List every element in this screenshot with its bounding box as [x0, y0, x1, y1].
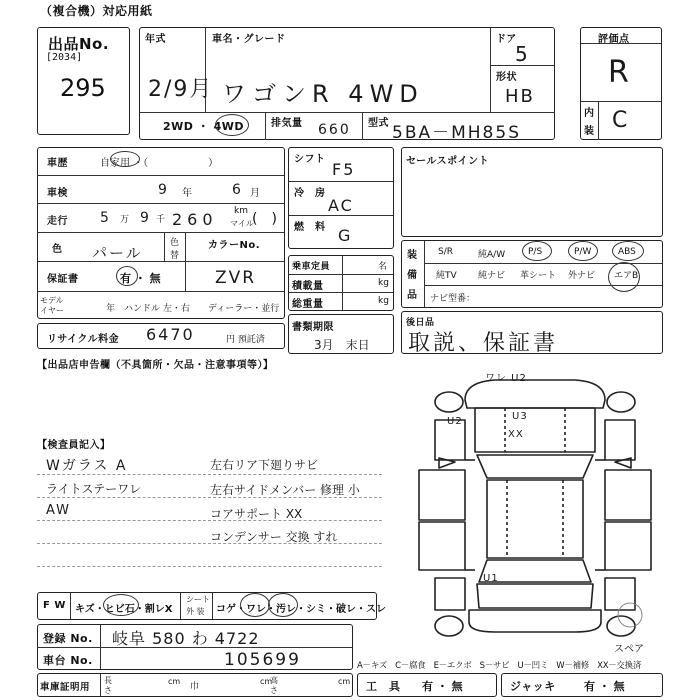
recycle-unit: 円 預託済: [226, 335, 265, 345]
fw-defects: キズ・ヒビ石・割レX: [75, 604, 173, 615]
height-label-2: さ: [270, 686, 278, 695]
equip-leather-seat: 革シート: [520, 271, 557, 281]
interior-label-1: 内: [584, 108, 595, 119]
model-year-label-1: モデル: [40, 296, 64, 305]
color-no-value: ZVR: [215, 268, 257, 288]
equip-pw-circle: [568, 241, 598, 261]
lot-number: 295: [60, 74, 106, 102]
post-docs-label: 後日品: [406, 318, 435, 328]
weight-label: 総重量: [292, 299, 324, 310]
seat-label-2: 外 装: [186, 607, 205, 616]
fuel-label: 燃 料: [294, 222, 326, 233]
inspector-right-line-4: コンデンサー 交換 すれ: [210, 530, 338, 544]
ac-value: AC: [328, 196, 354, 215]
fuel-value: G: [338, 226, 353, 245]
model-label: 型式: [368, 118, 389, 129]
height-label-1: 高: [270, 676, 278, 685]
length-label-2: さ: [104, 686, 112, 695]
color-change-1: 色: [170, 238, 180, 248]
shift-label: シフト: [294, 154, 326, 165]
load-label: 積載量: [292, 281, 324, 292]
post-docs-value: 取説、保証書: [408, 331, 559, 356]
equip-genuine-navi: 純ナビ: [478, 271, 506, 281]
equipment-label-3: 品: [407, 290, 418, 301]
model-year-unit: 年: [106, 304, 116, 314]
lot-label: 出品No.: [48, 35, 110, 53]
load-unit: kg: [378, 278, 389, 288]
history-label: 車歴: [47, 158, 68, 169]
inspection-label: 車検: [47, 188, 68, 199]
year-value: 2/9月: [148, 77, 214, 102]
mileage-unit-km: km: [234, 206, 248, 216]
seat-crack-circle: [240, 593, 270, 617]
mileage-unit-sen: 千: [156, 215, 166, 225]
equip-genuine-tv: 純TV: [436, 271, 457, 281]
form-title: （複合機）対応用紙: [40, 4, 153, 18]
mileage-unit-man: 万: [120, 215, 130, 225]
color-change-2: 替: [170, 251, 180, 261]
spare-label: スペア: [614, 644, 644, 655]
drive-label: 2WD ・ 4WD: [163, 120, 244, 133]
recycle-value: 6470: [146, 325, 195, 344]
weight-unit: kg: [378, 296, 389, 306]
inspector-left-line-1: Wガラス A: [46, 458, 128, 474]
registration-value: 岐阜 580 わ 4722: [112, 629, 260, 648]
equip-sr: S/R: [438, 247, 453, 257]
equip-abs: ABS: [618, 247, 636, 257]
diagram-mark-u2-left: U2: [447, 416, 463, 427]
equip-pw: P/W: [574, 247, 592, 257]
passengers-unit: 名: [378, 262, 388, 272]
car-body-diagram: [405, 360, 665, 650]
chassis-value: 105699: [224, 650, 301, 670]
tools-options: 有 ・ 無: [422, 680, 463, 693]
equip-airbag-circle: [608, 262, 640, 292]
document-period-label: 書類期限: [292, 322, 334, 333]
interior-value: C: [612, 108, 630, 133]
score-value: R: [608, 55, 631, 90]
diagram-mark-u1: U1: [483, 573, 499, 584]
inspection-month: 6: [232, 182, 243, 198]
color-label: 色: [52, 244, 63, 255]
recycle-label: リサイクル料金: [47, 334, 120, 345]
inspector-label: 【検査員記入】: [37, 440, 111, 451]
navi-model-label: ナビ型番：: [430, 294, 476, 304]
length-unit: cm: [168, 677, 181, 686]
seat-defects: コゲ・ワレ・汚レ・シミ・破レ・スレ: [216, 604, 386, 615]
width-label: 巾: [190, 682, 200, 692]
fw-label: F W: [43, 600, 66, 611]
height-unit: cm: [338, 677, 351, 686]
width-unit: cm: [260, 677, 273, 686]
ac-label: 冷 房: [294, 188, 326, 199]
diagram-mark-xx: XX: [508, 429, 524, 440]
warranty-yes-circle: [116, 266, 138, 286]
lot-sub-number: [2034]: [46, 52, 83, 63]
inspection-year: 9: [158, 182, 169, 198]
jack-label: ジャッキ: [510, 680, 556, 693]
warranty-label: 保証書: [47, 274, 79, 285]
equip-ps: P/S: [528, 247, 543, 257]
fw-chip-circle: [103, 594, 139, 616]
color-no-label: カラーNo.: [208, 240, 261, 251]
equipment-label-1: 装: [407, 250, 418, 261]
seller-note-label: 【出品店申告欄（不具箇所・欠品・注意事項等）】: [37, 360, 274, 371]
drive-4wd-circle: [215, 114, 249, 136]
mileage-paren: ( ): [252, 211, 277, 227]
damage-legend: A－キズ C－腐食 E－エクボ S－サビ U－凹ミ W－補修 XX－交換済: [357, 661, 642, 671]
dealer-label: ディーラー・並行: [208, 304, 280, 314]
inspector-right-line-3: コアサポート XX: [210, 507, 303, 521]
mileage-unit-mile: マイル: [230, 219, 254, 228]
sales-point-label: セールスポイント: [406, 156, 490, 167]
door-value: 5: [515, 42, 530, 66]
garage-cert-label: 車庫証明用: [40, 682, 91, 693]
shift-value: F5: [332, 160, 356, 179]
equip-abs-circle: [612, 241, 644, 261]
diagram-mark-u3: U3: [512, 411, 528, 422]
seat-label-1: シート: [186, 595, 210, 604]
history-options: 自家用 ・（ ）: [100, 158, 219, 169]
displacement-label: 排気量: [271, 118, 303, 129]
mileage-label: 走行: [47, 216, 68, 227]
name-grade-label: 車名・グレード: [212, 34, 286, 45]
inspector-right-line-1: 左右リア下廻りサビ: [210, 458, 319, 472]
handle-label: ハンドル 左・右: [124, 304, 190, 314]
chassis-label: 車台 No.: [43, 654, 93, 667]
jack-options: 有 ・ 無: [584, 680, 625, 693]
equipment-label-2: 備: [407, 270, 418, 281]
mileage-rest: 260: [172, 210, 218, 229]
private-use-circle: [110, 151, 140, 167]
registration-label: 登録 No.: [43, 632, 93, 645]
inspector-left-line-3: AW: [46, 503, 72, 518]
equip-airbag: エアB: [614, 271, 639, 281]
length-label-1: 長: [104, 676, 112, 685]
document-period-value: 3月 末日: [314, 338, 370, 352]
passengers-label: 乗車定員: [292, 262, 331, 272]
displacement-value: 660: [318, 122, 351, 138]
tools-label: 工 具: [366, 680, 401, 693]
diagram-mark-front-crack: ワレ U2: [485, 373, 527, 384]
mileage-man: 5: [100, 210, 111, 226]
shape-value: HB: [505, 86, 535, 107]
seat-dirt-circle: [268, 593, 298, 617]
inspection-year-unit: 年: [182, 188, 192, 199]
model-value: 5BA－MH85S: [392, 123, 521, 143]
warranty-options: 有 ・ 無: [120, 272, 161, 285]
model-year-label-2: イヤー: [40, 306, 64, 315]
mileage-sen: 9: [140, 210, 151, 226]
door-label: ドア: [496, 34, 517, 45]
history-box: [37, 147, 285, 319]
shape-label: 形状: [496, 72, 517, 83]
equip-aftermarket-navi: 外ナビ: [568, 271, 596, 281]
score-label: 評価点: [598, 34, 630, 45]
inspection-month-unit: 月: [250, 188, 260, 199]
inspector-right-line-2: 左右サイドメンバー 修理 小: [210, 483, 360, 497]
interior-label-2: 装: [584, 126, 595, 137]
equip-genuine-aw: 純A/W: [478, 250, 506, 260]
year-label: 年式: [145, 34, 166, 45]
color-value: パール: [92, 244, 143, 262]
inspector-left-line-2: ライトステーワレ: [46, 482, 142, 496]
name-grade-value: ワゴンR 4WD: [222, 80, 424, 108]
equip-ps-circle: [522, 241, 552, 261]
